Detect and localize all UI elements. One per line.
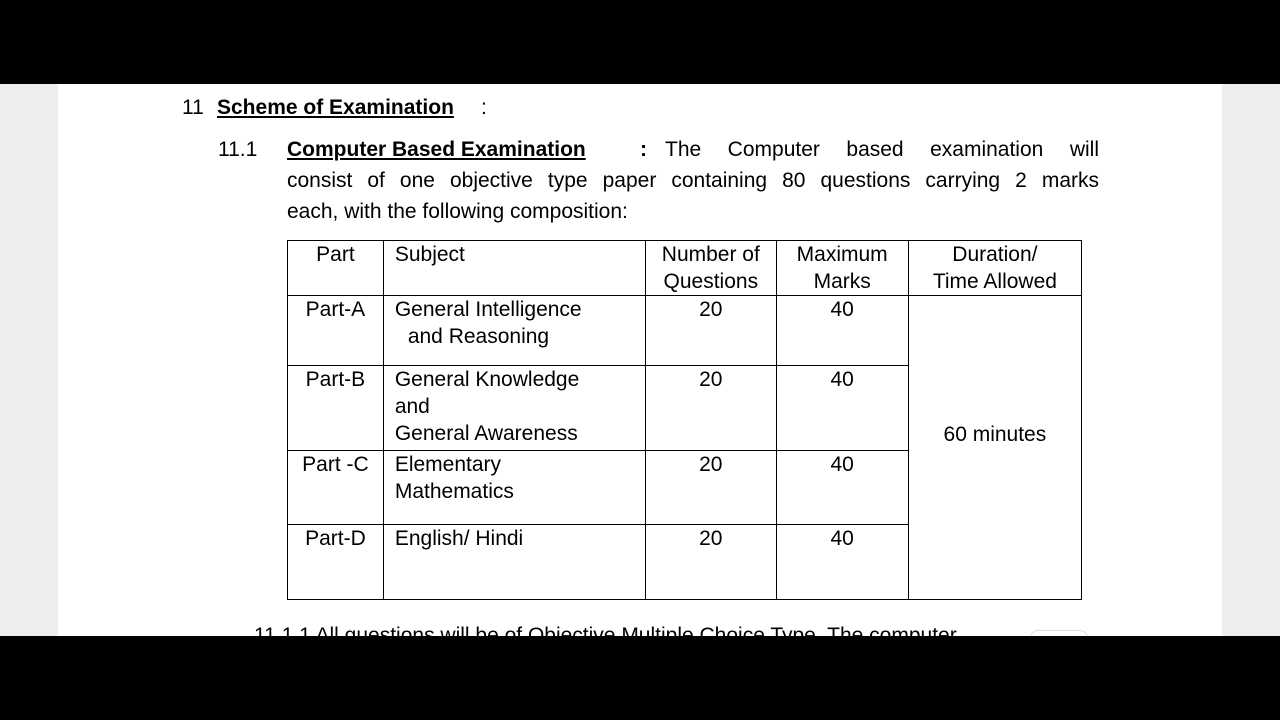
part-cell: Part-A <box>288 296 384 366</box>
marks-cell: 40 <box>776 366 908 451</box>
subsection-number: 11.1 <box>218 138 258 161</box>
subsection-colon: : <box>640 138 647 161</box>
header-part: Part <box>288 241 384 296</box>
questions-cell: 20 <box>646 366 776 451</box>
subject-cell: English/ Hindi <box>383 525 645 600</box>
marks-cell: 40 <box>776 296 908 366</box>
subject-cell: General Intelligence and Reasoning <box>383 296 645 366</box>
exam-composition-table <box>287 240 1082 600</box>
subject-cell: General Knowledge and General Awareness <box>383 366 645 451</box>
header-duration: Duration/ Time Allowed <box>908 241 1081 296</box>
subject-cell: Elementary Mathematics <box>383 451 645 525</box>
header-number-of-questions: Number of Questions <box>646 241 776 296</box>
header-subject: Subject <box>383 241 645 296</box>
questions-cell: 20 <box>646 525 776 600</box>
marks-cell: 40 <box>776 525 908 600</box>
video-frame <box>0 84 1280 636</box>
header-maximum-marks: Maximum Marks <box>776 241 908 296</box>
paragraph-line-2: consist of one objective type paper containing 80 questions carrying 2 marks <box>287 169 1099 192</box>
part-cell: Part-D <box>288 525 384 600</box>
paragraph-line-1: The Computer based examination will <box>665 138 1099 161</box>
questions-cell: 20 <box>646 451 776 525</box>
subsection-title: Computer Based Examination <box>287 138 586 161</box>
letterbox-top <box>0 0 1280 84</box>
questions-cell: 20 <box>646 296 776 366</box>
document-page <box>58 84 1222 636</box>
table-header-row <box>288 241 1082 296</box>
part-cell: Part-B <box>288 366 384 451</box>
duration-cell: 60 minutes <box>908 296 1081 600</box>
section-number: 11 <box>182 96 204 119</box>
paragraph-line-3: each, with the following composition: <box>287 200 628 223</box>
marks-cell: 40 <box>776 451 908 525</box>
part-cell: Part -C <box>288 451 384 525</box>
letterbox-bottom <box>0 636 1280 720</box>
section-title: Scheme of Examination <box>217 96 454 119</box>
section-colon: : <box>481 96 487 119</box>
table-row <box>288 296 1082 366</box>
